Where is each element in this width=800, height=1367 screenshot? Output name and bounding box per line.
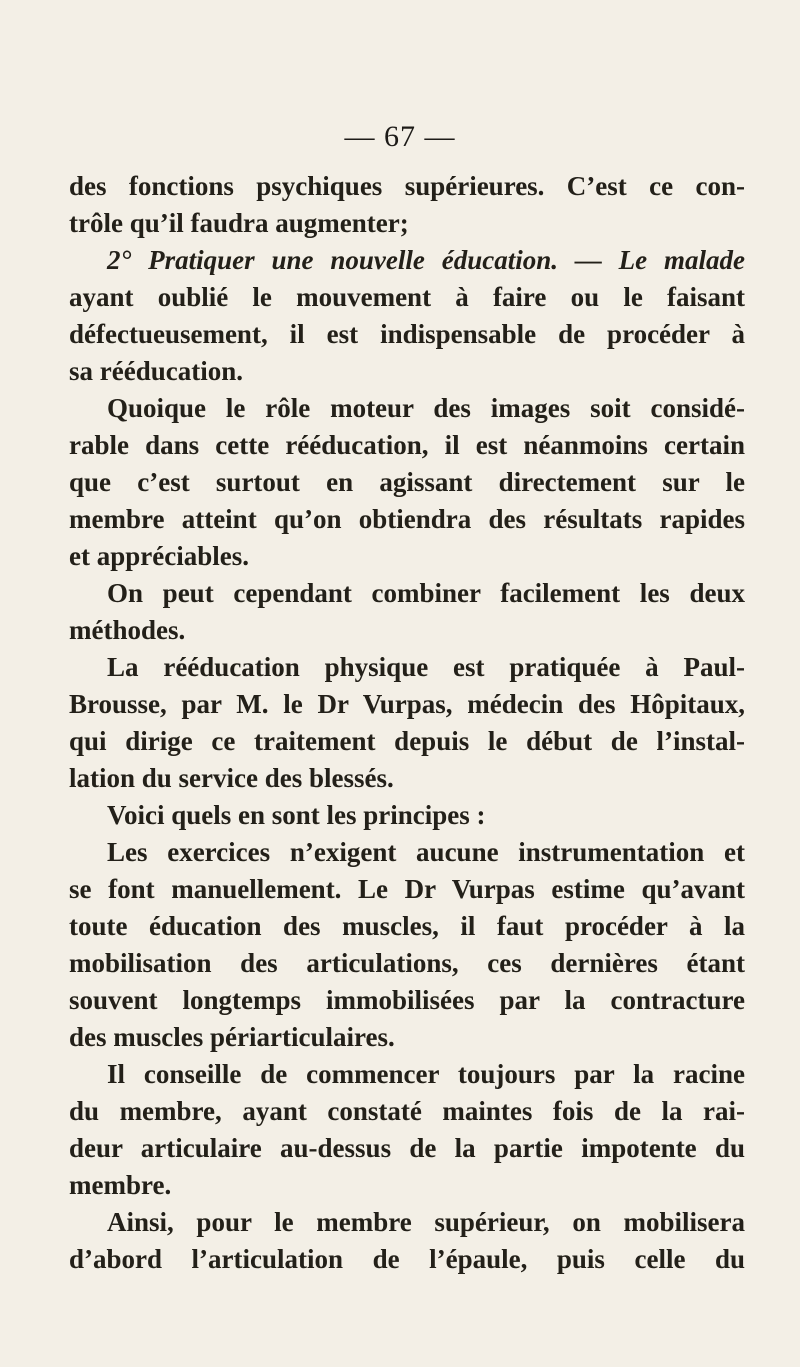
text-line: du membre, ayant constaté maintes fois de la rai- xyxy=(69,1096,745,1126)
text-line: et appréciables. xyxy=(69,541,249,571)
text-line: que c’est surtout en agissant directement sur le xyxy=(69,467,745,497)
text-line: d’abord l’articulation de l’épaule, puis celle du xyxy=(69,1244,745,1274)
text-line: On peut cependant combiner facilement les deux xyxy=(107,578,745,608)
text-line: lation du service des blessés. xyxy=(69,763,394,793)
text-line: mobilisation des articulations, ces dernières étant xyxy=(69,948,745,978)
text-line: Ainsi, pour le membre supérieur, on mobilisera xyxy=(107,1207,745,1237)
text-line: qui dirige ce traitement depuis le début de l’instal- xyxy=(69,726,745,756)
text-line: Voici quels en sont les principes : xyxy=(107,800,486,830)
text-line: des muscles périarticulaires. xyxy=(69,1022,395,1052)
text-line: trôle qu’il faudra augmenter; xyxy=(69,208,409,238)
text-line: sa rééducation. xyxy=(69,356,243,386)
text-line: ayant oublié le mouvement à faire ou le faisant xyxy=(69,282,745,312)
page-number: — 67 — xyxy=(344,120,456,153)
text-line: 2° Pratiquer une nouvelle éducation. — Le malade xyxy=(107,245,745,275)
text-line: Quoique le rôle moteur des images soit considé- xyxy=(107,393,745,423)
text-line: méthodes. xyxy=(69,615,186,645)
text-line: Brousse, par M. le Dr Vurpas, médecin des Hôpitaux, xyxy=(69,689,745,719)
body-text xyxy=(69,168,745,1278)
text-line: toute éducation des muscles, il faut procéder à la xyxy=(69,911,745,941)
text-line: défectueusement, il est indispensable de procéder à xyxy=(69,319,745,349)
text-line: La rééducation physique est pratiquée à Paul- xyxy=(107,652,745,682)
text-line: rable dans cette rééducation, il est néanmoins certain xyxy=(69,430,745,460)
text-line: Les exercices n’exigent aucune instrumentation et xyxy=(107,837,745,867)
text-line: membre atteint qu’on obtiendra des résultats rapides xyxy=(69,504,745,534)
text-line: membre. xyxy=(69,1170,172,1200)
text-line: des fonctions psychiques supérieures. C’est ce con- xyxy=(69,171,745,201)
text-line: Il conseille de commencer toujours par la racine xyxy=(107,1059,745,1089)
text-line: se font manuellement. Le Dr Vurpas estime qu’avant xyxy=(69,874,745,904)
text-line: souvent longtemps immobilisées par la contracture xyxy=(69,985,745,1015)
text-line: deur articulaire au-dessus de la partie impotente du xyxy=(69,1133,745,1163)
